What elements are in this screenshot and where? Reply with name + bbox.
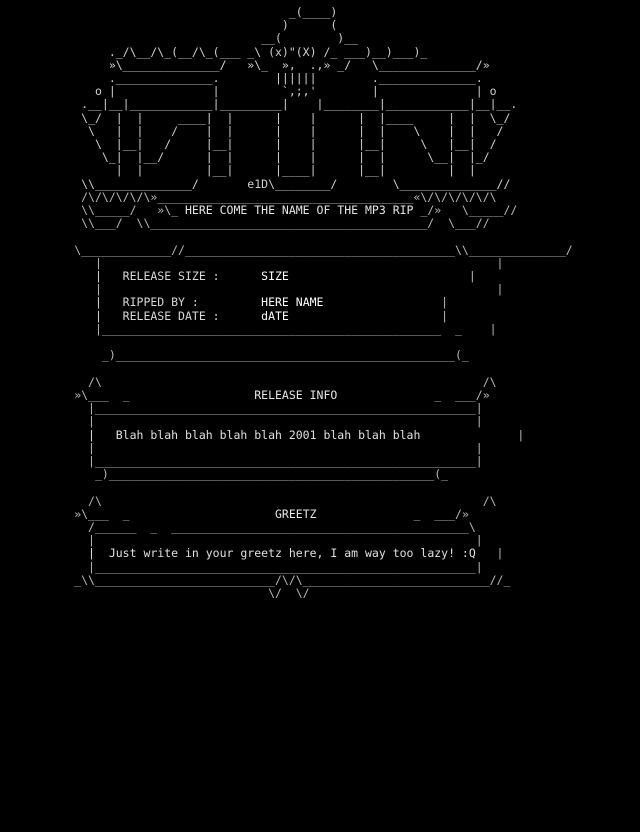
details-row-ripper-frame: | <box>323 295 449 310</box>
greetz-heading-line-left: »\___ _ <box>67 506 275 521</box>
text-greetz: Just write in your greetz here, I am way too lazy! :Q <box>108 546 476 561</box>
greetz-box-bottom-inner: |_______________________________________________________| <box>67 559 483 574</box>
details-box-bottom-inner: |_________________________________________________ _ | <box>67 321 497 336</box>
details-box-blank-2: | | <box>67 282 504 297</box>
nfo-content <box>67 6 572 600</box>
info-heading-line-right: _ ___/» <box>337 387 490 402</box>
ascii-logo-line-7: o | | `,;,' | | o <box>67 84 497 99</box>
details-row-date-frame: | <box>288 308 449 323</box>
ascii-logo-line-2: ) ( <box>67 18 338 33</box>
info-box-blank-2: | | <box>67 440 483 455</box>
greetz-body-row: | Just write in your greetz here, I am way too lazy! :Q <box>67 546 476 561</box>
nfo-footer: \/ \/ <box>67 585 310 600</box>
details-box-bottom: _)_________________________________________________(_ <box>67 348 469 363</box>
ascii-logo-line-9: \_/ | | ____| | | | | |____ | | \_/ <box>67 110 511 125</box>
ascii-logo-line-12: \_| |__/ | | | | | | \__| |_/ <box>67 150 490 165</box>
info-body-row: | Blah blah blah blah blah 2001 blah blah blah <box>67 427 421 442</box>
details-row-date: | RELEASE DATE : dATE <box>67 308 289 323</box>
details-box-top: \_____________//_______________________________________\\______________/ <box>67 242 573 257</box>
ascii-divider-under-logo: /\/\/\/\/\»_____________________________________«\/\/\/\/\/\ <box>67 189 497 204</box>
info-box-bottom-inner: |_______________________________________________________| <box>67 453 483 468</box>
details-row-size-frame: | <box>288 269 476 284</box>
value-release-size: SIZE <box>261 269 289 284</box>
label-release-size: RELEASE SIZE : <box>122 269 220 284</box>
ascii-title-bar-right: _/» \_____// <box>413 203 518 218</box>
ascii-logo-line-5: »\______________/ »\_ », .,» _/ \______________/» <box>67 57 490 72</box>
greetz-heading-underline: /______ _ ___________________________________________\ <box>67 519 476 534</box>
ascii-title-bar-left: \\_____/ »\_ <box>67 203 185 218</box>
ascii-logo-line-4: ._/\__/\_(__/\_(___ _\ (x)"(X) /_ ___)__)___)_ <box>67 44 428 59</box>
ascii-logo-line-3: __( )__ <box>67 31 359 46</box>
info-heading-underline: |_______________________________________________________| <box>67 401 483 416</box>
greetz-body-row-frame: | <box>475 546 504 561</box>
text-release-info: Blah blah blah blah blah 2001 blah blah blah <box>115 427 421 442</box>
greetz-box-bottom: _\\__________________________/\/\___________________________//_ <box>67 572 511 587</box>
details-box-blank-1: | | <box>67 255 504 270</box>
info-box-blank-1: | | <box>67 414 483 429</box>
ascii-logo-line-10: \ | | / | | | | | | \ | | / <box>67 123 504 138</box>
ascii-title-underline: \\___/ \\________________________________________/ \___// <box>67 216 490 231</box>
ascii-logo-line-1: _(____) <box>67 5 338 19</box>
heading-release-info: RELEASE INFO <box>254 387 338 402</box>
greetz-heading-line-right: _ ___/» <box>316 506 469 521</box>
value-release-date: dATE <box>261 308 289 323</box>
info-body-row-frame: | <box>420 427 525 442</box>
ascii-logo-line-13: | | |__| |____| |__| | | <box>67 163 476 178</box>
greetz-box-blank-1: | | <box>67 533 483 548</box>
heading-greetz: GREETZ <box>275 506 317 521</box>
release-title: HERE COME THE NAME OF THE MP3 RIP <box>184 203 414 218</box>
info-heading-line-left: »\___ _ <box>67 387 255 402</box>
details-row-size: | RELEASE SIZE : SIZE <box>67 269 289 284</box>
ascii-logo-line-8: .__|__|____________|_________| |________|____________|__|__. <box>67 97 518 112</box>
info-box-bottom: _)_______________________________________________(_ <box>67 467 449 482</box>
label-ripped-by: RIPPED BY : <box>122 295 199 310</box>
ascii-logo-line-6: .______________. |||||| .______________. <box>67 71 483 86</box>
label-release-date: RELEASE DATE : <box>122 308 220 323</box>
greetz-box-top: /\ /\ <box>67 493 497 508</box>
details-row-ripper: | RIPPED BY : HERE NAME <box>67 295 324 310</box>
details-box-blank-3 <box>67 335 489 349</box>
value-ripped-by: HERE NAME <box>261 295 324 310</box>
info-box-top: /\ /\ <box>67 374 497 389</box>
ascii-logo-line-14: \\______________/ e1D\________/ \______________// <box>67 176 511 191</box>
ascii-logo-line-11: \ |__| / |__| | | |__| \ |__| / <box>67 137 497 152</box>
